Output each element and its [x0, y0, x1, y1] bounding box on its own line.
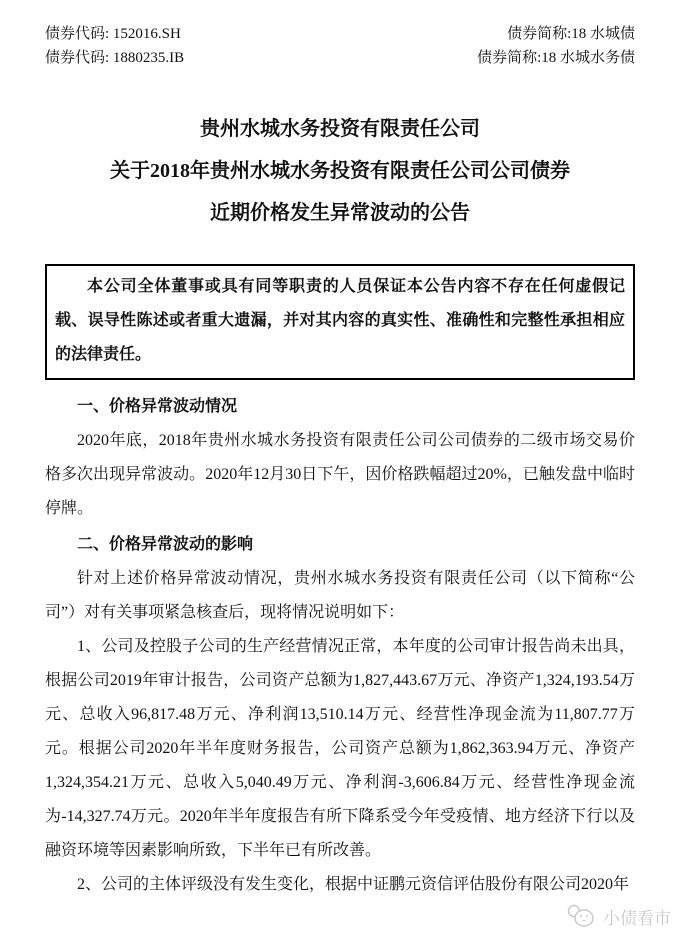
section-1-paragraph: 2020年底，2018年贵州水城水务投资有限责任公司公司债券的二级市场交易价格多次出现异常波动。2020年12月30日下午，因价格跌幅超过20%，已触发盘中临时停牌。	[45, 432, 635, 517]
bond-code-line-1: 债券代码: 152016.SH	[45, 26, 181, 42]
bond-code-line-2: 债券代码: 1880235.IB	[45, 50, 185, 66]
bond-codes	[45, 22, 184, 70]
document-header	[45, 22, 635, 70]
document-body	[45, 390, 635, 902]
title-line-3: 近期价格发生异常波动的公告	[210, 202, 470, 224]
title-line-1: 贵州水城水务投资有限责任公司	[200, 118, 480, 140]
section-2-intro: 针对上述价格异常波动情况，贵州水城水务投资有限责任公司（以下简称“公司”）对有关事项紧急核查后，现将情况说明如下：	[45, 570, 635, 621]
section-2-heading: 二、价格异常波动的影响	[77, 536, 254, 553]
bond-name-line-2: 债券简称:18 水城水务债	[477, 50, 635, 66]
bond-name-line-1: 债券简称:18 水城债	[507, 26, 635, 42]
disclaimer-text: 本公司全体董事或具有同等职责的人员保证本公告内容不存在任何虚假记载、误导性陈述或者重大遗漏，并对其内容的真实性、准确性和完整性承担相应的法律责任。	[55, 278, 625, 363]
section-1-heading: 一、价格异常波动情况	[77, 398, 238, 415]
title-line-2: 关于2018年贵州水城水务投资有限责任公司公司债券	[110, 160, 570, 182]
section-2-item-2: 2、公司的主体评级没有发生变化，根据中证鹏元资信评估股份有限公司2020年	[77, 876, 630, 893]
bond-names	[477, 22, 635, 70]
watermark	[565, 903, 671, 929]
disclaimer-box	[45, 264, 635, 380]
watermark-mascot-icon	[565, 903, 597, 929]
section-2-item-1: 1、公司及控股子公司的生产经营情况正常，本年度的公司审计报告尚未出具，根据公司2019年审计报告，公司资产总额为1,827,443.67万元、净资产1,324,193.54万元、总收入96,817.48万元、净利润13,510.14万元、经营性净现金流为11,807.77万元。根据公司2020年半年度财务报告，公司资产总额为1,862,363.94万元、净资产1,324,354.21万元、总收入5,040.49万元、净利润-3,606.84万元、经营性净现金流为-14,327.74万元。2020年半年度报告有所下降系受今年受疫情、地方经济下行以及融资环境等因素影响所致，下半年已有所改善。	[45, 638, 635, 859]
watermark-label: 小债看市	[603, 908, 671, 928]
document-title	[45, 108, 635, 234]
